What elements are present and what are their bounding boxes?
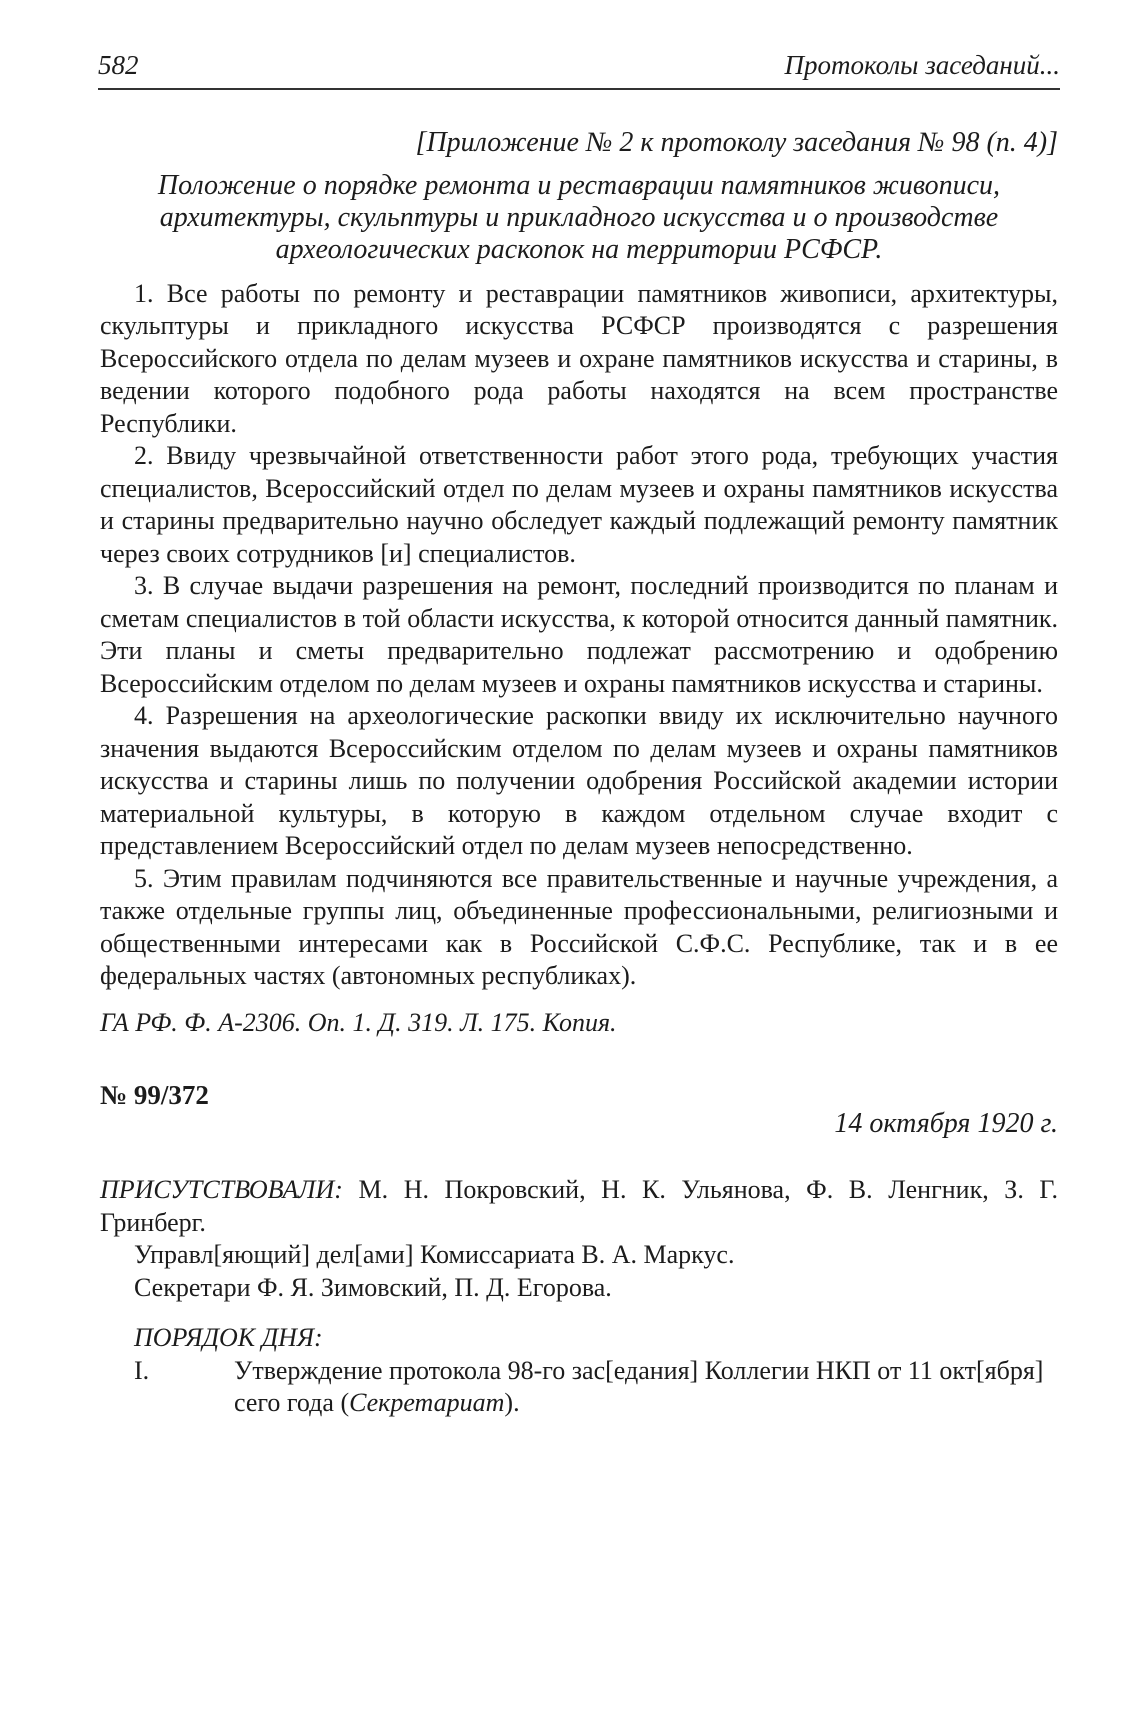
attendance-manager: Управл[яющий] дел[ами] Комиссариата В. А. Маркус. [134,1240,735,1269]
paragraph-1: 1. Все работы по ремонту и реставрации памятников живописи, архитектуры, скульптуры и прикладного искусства РСФСР производятся с разрешения Всероссийского отдела по делам музеев и охране памятников искусства и старины, в ведении которого подобного рода работы находятся на всем пространстве Республики. [100,278,1058,438]
agenda-item-number: I. [134,1355,150,1385]
paragraph-5: 5. Этим правилам подчиняются все правительственные и научные учреждения, а также отдельные группы лиц, объединенные профессиональными, религиозными и общественными интересами как в Российской С.Ф.С. Республике, так и в ее федеральных частях (автономных республиках). [100,863,1058,990]
agenda-item [100,1355,1058,1420]
page-number: 582 [98,50,139,80]
annex-label: [Приложение № 2 к протоколу заседания № 98 (п. 4)] [415,127,1058,158]
archive-source: ГА РФ. Ф. А-2306. Оп. 1. Д. 319. Л. 175. Копия. [100,1007,617,1037]
attendance [100,1174,1058,1239]
page-body [100,115,1058,1420]
protocol-date: 14 октября 1920 г. [834,1107,1058,1139]
agenda-item-note: Секретариат [349,1388,505,1417]
paragraph-2: 2. Ввиду чрезвычайной ответственности работ этого рода, требующих участия специалистов, Всероссийский отдел по делам музеев и охраны памятников искусства и старины предварительно научно обследует каждый подлежащий ремонту памятник через своих сотрудников [и] специалистов. [100,441,1058,568]
protocol-number: № 99/372 [100,1080,209,1110]
attendance-secretaries: Секретари Ф. Я. Зимовский, П. Д. Егорова. [134,1272,612,1302]
attendance-label: ПРИСУТСТВОВАЛИ: [100,1175,343,1204]
agenda-heading: ПОРЯДОК ДНЯ: [134,1323,323,1352]
agenda-item-tail: ). [504,1388,520,1417]
agenda-item-text [234,1355,1058,1420]
document-title: Положение о порядке ремонта и реставрации памятников живописи, архитектуры, скульптуры и прикладного искусства и о производстве археологических раскопок на территории РСФСР. [157,169,1001,265]
paragraph-4: 4. Разрешения на археологические раскопки ввиду их исключительно научного значения выдаются Всероссийским отделом по делам музеев и охраны памятников искусства и старины лишь по получении одобрения Российской академии истории материальной культуры, в которую в каждом отдельном случае входит с представлением Всероссийский отдел по делам музеев непосредственно. [100,701,1058,860]
agenda-item-body: Утверждение протокола 98-го зас[едания] Коллегии НКП от 11 окт[ября] сего года ( [234,1355,1044,1417]
header-rule [98,88,1060,90]
attendance-members: М. Н. Покровский, Н. К. Ульянова, Ф. В. Ленгник, З. Г. Гринберг. [100,1175,1058,1237]
running-title: Протоколы заседаний... [784,50,1060,80]
paragraph-3: 3. В случае выдачи разрешения на ремонт, последний производится по планам и сметам специалистов в той области искусства, к которой относится данный памятник. Эти планы и сметы предварительно подлежат рассмотрению и одобрению Всероссийским отделом по делам музеев и охраны памятников искусства и старины. [100,571,1058,698]
page-header [98,50,1060,90]
